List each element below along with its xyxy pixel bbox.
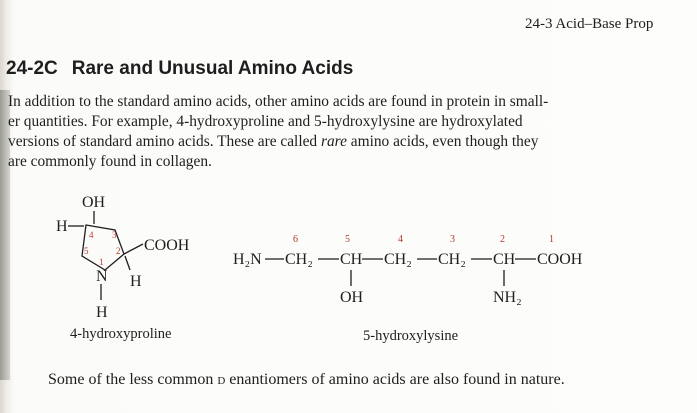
ring-number-5: 5 (84, 246, 89, 256)
footer-text-end: enantiomers of amino acids are also found in nature. (225, 371, 565, 388)
hyl-ch2-c4: CH₂ (384, 251, 412, 268)
d-enantiomer-letter: d (217, 371, 226, 388)
hyp-n-label: N (96, 268, 108, 285)
hyp-cooh-label: COOH (144, 237, 190, 254)
ring-number-3: 3 (112, 230, 117, 240)
hyl-nh2-label: NH₂ (493, 289, 522, 306)
hyp-h-right-label: H (130, 273, 142, 290)
chain-number-3: 3 (450, 234, 455, 245)
paragraph-line-4: are commonly found in collagen. (8, 153, 212, 170)
footer-sentence (48, 371, 565, 389)
paragraph-line-3-end: amino acids, even though they (346, 133, 539, 150)
section-heading (6, 58, 353, 80)
paragraph-line-2: er quantities. For example, 4-hydroxyproline and 5-hydroxylysine are hydroxylated (8, 113, 523, 130)
paragraph-line-1: In addition to the standard amino acids, other amino acids are found in protein in small- (8, 93, 549, 110)
hyl-h2n-label: H₂N (233, 251, 262, 268)
hyp-cooh-bond (124, 244, 143, 254)
hyp-h-bottom-label: H (96, 304, 108, 321)
body-paragraph (8, 92, 648, 172)
hydroxyproline-structure (56, 194, 190, 342)
hyl-cooh-label: COOH (537, 251, 583, 268)
paragraph-line-3-start: versions of standard amino acids. These are called (8, 133, 321, 150)
ring-number-2: 2 (116, 246, 121, 256)
chain-number-4: 4 (398, 234, 403, 245)
paragraph-line-3 (8, 132, 648, 152)
chain-number-6: 6 (293, 234, 298, 245)
ring-number-1: 1 (99, 257, 104, 267)
rare-term: rare (320, 133, 347, 150)
chain-number-2: 2 (500, 234, 505, 245)
hyp-h-left-label: H (56, 218, 68, 235)
hyl-oh-label: OH (340, 289, 364, 306)
hyp-h-right-bond (125, 256, 130, 270)
hydroxylysine-structure (233, 234, 583, 344)
hyl-ch-c5: CH (340, 251, 363, 268)
section-number: 24-2C (6, 58, 58, 79)
hyl-ch2-c3: CH₂ (438, 251, 466, 268)
section-title: Rare and Unusual Amino Acids (71, 58, 354, 79)
amino-acid-structures (0, 180, 697, 350)
hydroxyproline-caption: 4-hydroxyproline (70, 326, 172, 342)
hyl-ch2-c6: CH₂ (285, 251, 313, 268)
hyp-oh-label: OH (82, 194, 106, 211)
running-head: 24-3 Acid–Base Prop (525, 16, 654, 32)
footer-text-start: Some of the less common (48, 371, 218, 388)
hydroxylysine-caption: 5-hydroxylysine (363, 328, 459, 344)
ring-number-4: 4 (89, 230, 94, 240)
chain-number-1: 1 (549, 234, 554, 245)
hyl-ch-c2: CH (493, 251, 516, 268)
chain-number-5: 5 (345, 234, 350, 245)
